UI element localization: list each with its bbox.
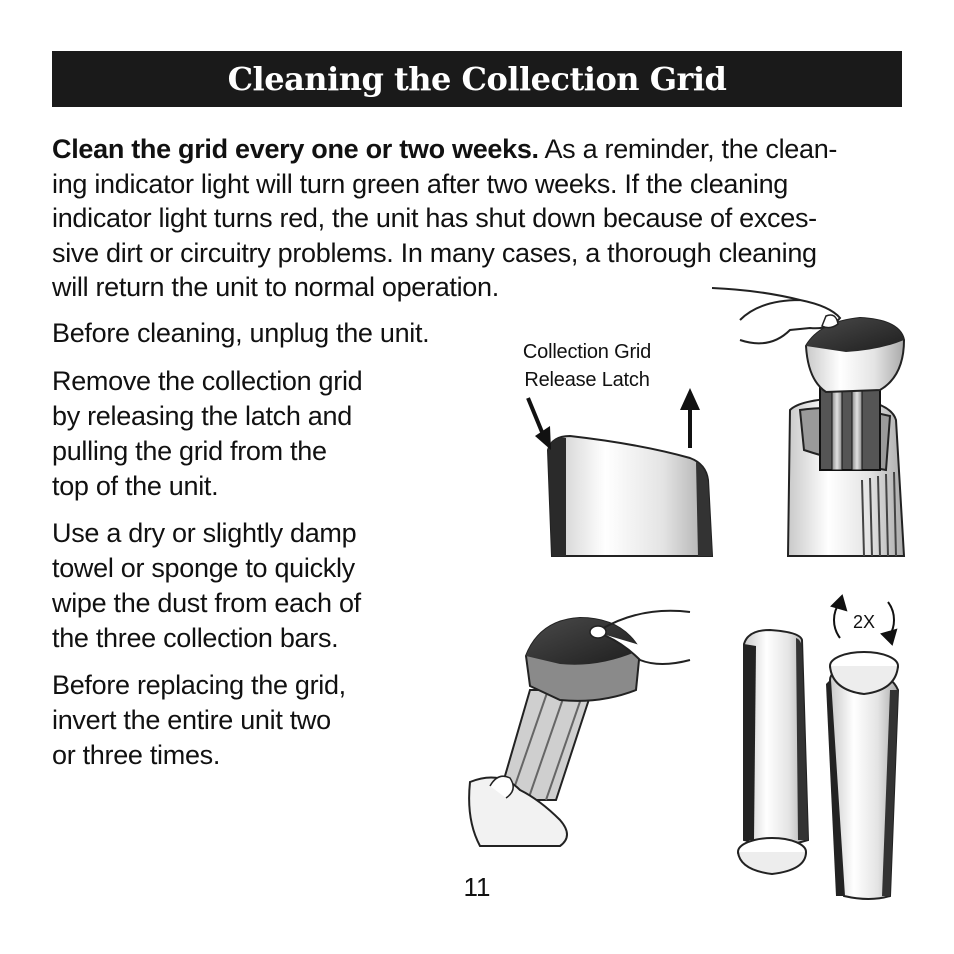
step-wipe-line: towel or sponge to quickly — [52, 553, 355, 583]
intro-line-4: sive dirt or circuitry problems. In many cases, a thorough cleaning — [52, 237, 817, 268]
step-remove-line: top of the unit. — [52, 471, 219, 501]
intro-line-2: ing indicator light will turn green after two weeks. If the cleaning — [52, 168, 788, 199]
grid-removal-illustration — [712, 288, 904, 556]
step-remove-line: pulling the grid from the — [52, 436, 327, 466]
latch-label-line-1: Collection Grid — [522, 341, 652, 363]
page-title: Cleaning the Collection Grid — [227, 60, 727, 98]
intro-line-1: As a reminder, the clean- — [538, 134, 838, 164]
invert-unit-illustration — [738, 596, 898, 899]
step-invert-line: invert the entire unit two — [52, 705, 331, 735]
step-remove-line: by releasing the latch and — [52, 401, 352, 431]
step-wipe-line: Use a dry or slightly damp — [52, 518, 357, 548]
intro-bold-lead: Clean the grid every one or two weeks. — [52, 134, 539, 164]
step-wipe-line: wipe the dust from each of — [52, 588, 361, 618]
intro-line-5: will return the unit to normal operation. — [52, 272, 499, 302]
step-wipe-line: the three collection bars. — [52, 623, 339, 653]
invert-count: 2X — [852, 612, 876, 632]
step-remove-line: Remove the collection grid — [52, 366, 363, 396]
step-unplug: Before cleaning, unplug the unit. — [52, 318, 430, 348]
arrow-down-icon — [528, 398, 551, 450]
latch-label-line-2: Release Latch — [524, 369, 650, 391]
page-number: 11 — [463, 872, 491, 902]
step-invert-line: Before replacing the grid, — [52, 670, 346, 700]
latch-closeup-illustration — [528, 388, 712, 556]
step-invert-line: or three times. — [52, 740, 221, 770]
wipe-bars-illustration — [469, 611, 690, 846]
intro-line-3: indicator light turns red, the unit has shut down because of exces- — [52, 203, 817, 233]
arrow-up-icon — [680, 388, 700, 448]
